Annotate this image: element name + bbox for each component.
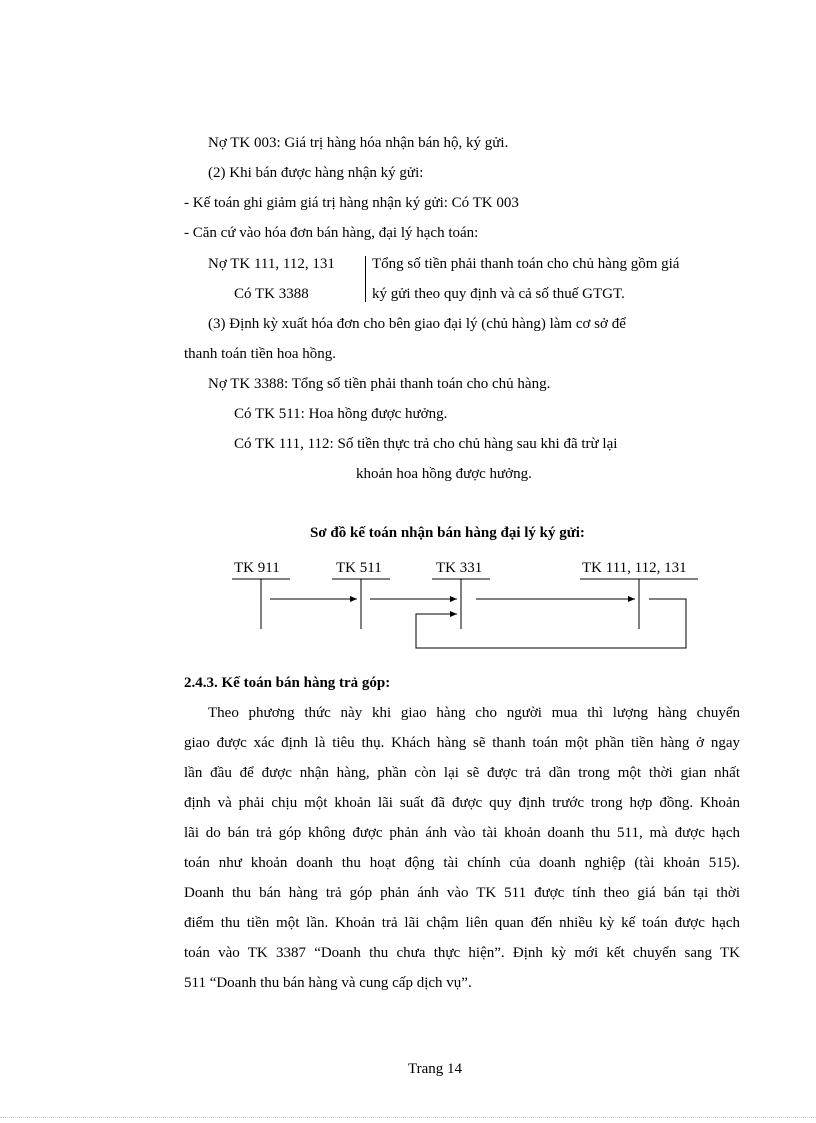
entry-co-tk-111: Có TK 111, 112: Số tiền thực trả cho chủ hàng sau khi đã trừ lại [234,436,618,452]
entry-no-tk-003: Nợ TK 003: Giá trị hàng hóa nhận bán hộ, ký gửi. [208,135,509,151]
page-number: Trang 14 [408,1061,463,1077]
paragraph-line-6: toán như khoản doanh thu hoạt động tài chính của doanh nghiệp (tài khoản 515). [184,855,740,871]
t-account-diagram [0,550,816,660]
paragraph-line-1: Theo phương thức này khi giao hàng cho người mua thì lượng hàng chuyển [208,705,740,721]
paragraph-line-2: giao được xác định là tiêu thụ. Khách hàng sẽ thanh toán một phần tiền hàng ở ngay [184,735,740,751]
step-2-heading: (2) Khi bán được hàng nhận ký gửi: [208,165,424,181]
diagram-title: Sơ đồ kế toán nhận bán hàng đại lý ký gửi: [310,525,585,541]
section-heading: 2.4.3. Kế toán bán hàng trả góp: [184,675,391,691]
account-label-tk511: TK 511 [336,560,382,576]
paragraph-line-5: lãi do bán trả góp không được phản ánh vào tài khoản doanh thu 511, mà được hạch [184,825,740,841]
paragraph-line-8: điểm thu tiền một lần. Khoản trả lãi chậm liên quan đến nhiều kỳ kế toán được hạch [184,915,740,931]
entry-divider [365,256,366,302]
account-label-tk331: TK 331 [436,560,483,576]
arrow-111-loop-to-331 [416,599,686,648]
paragraph-line-7: Doanh thu bán hàng trả góp phản ánh vào TK 511 được tính theo giá bán tại thời [184,885,740,901]
entry-description-line2: ký gửi theo quy định và cả số thuế GTGT. [372,286,625,302]
step-3-line2: thanh toán tiền hoa hồng. [184,346,337,362]
bullet-can-cu: - Căn cứ vào hóa đơn bán hàng, đại lý hạch toán: [184,225,479,241]
debit-accounts: Nợ TK 111, 112, 131 [208,256,335,272]
paragraph-line-9: toán vào TK 3387 “Doanh thu chưa thực hiện”. Định kỳ mới kết chuyển sang TK [184,945,740,961]
account-label-tk111: TK 111, 112, 131 [582,560,687,576]
step-3-line1: (3) Định kỳ xuất hóa đơn cho bên giao đại lý (chủ hàng) làm cơ sở để [208,316,626,332]
entry-co-tk-111-cont: khoản hoa hồng được hưởng. [356,466,532,482]
bullet-ghi-giam: - Kế toán ghi giảm giá trị hàng nhận ký gửi: Có TK 003 [184,195,519,211]
credit-account: Có TK 3388 [234,286,309,302]
account-label-tk911: TK 911 [234,560,280,576]
paragraph-line-10: 511 “Doanh thu bán hàng và cung cấp dịch vụ”. [184,975,472,991]
entry-no-tk-3388: Nợ TK 3388: Tổng số tiền phải thanh toán cho chủ hàng. [208,376,551,392]
paragraph-line-4: định và phải chịu một khoản lãi suất đã được quy định trước trong hợp đồng. Khoản [184,795,740,811]
paragraph-line-3: lần đầu để được nhận hàng, phần còn lại sẽ được trả dần trong một thời gian nhất [184,765,740,781]
entry-co-tk-511: Có TK 511: Hoa hồng được hưởng. [234,406,448,422]
page-bottom-rule [0,1117,816,1118]
entry-description-line1: Tổng số tiền phải thanh toán cho chủ hàng gồm giá [372,256,680,272]
